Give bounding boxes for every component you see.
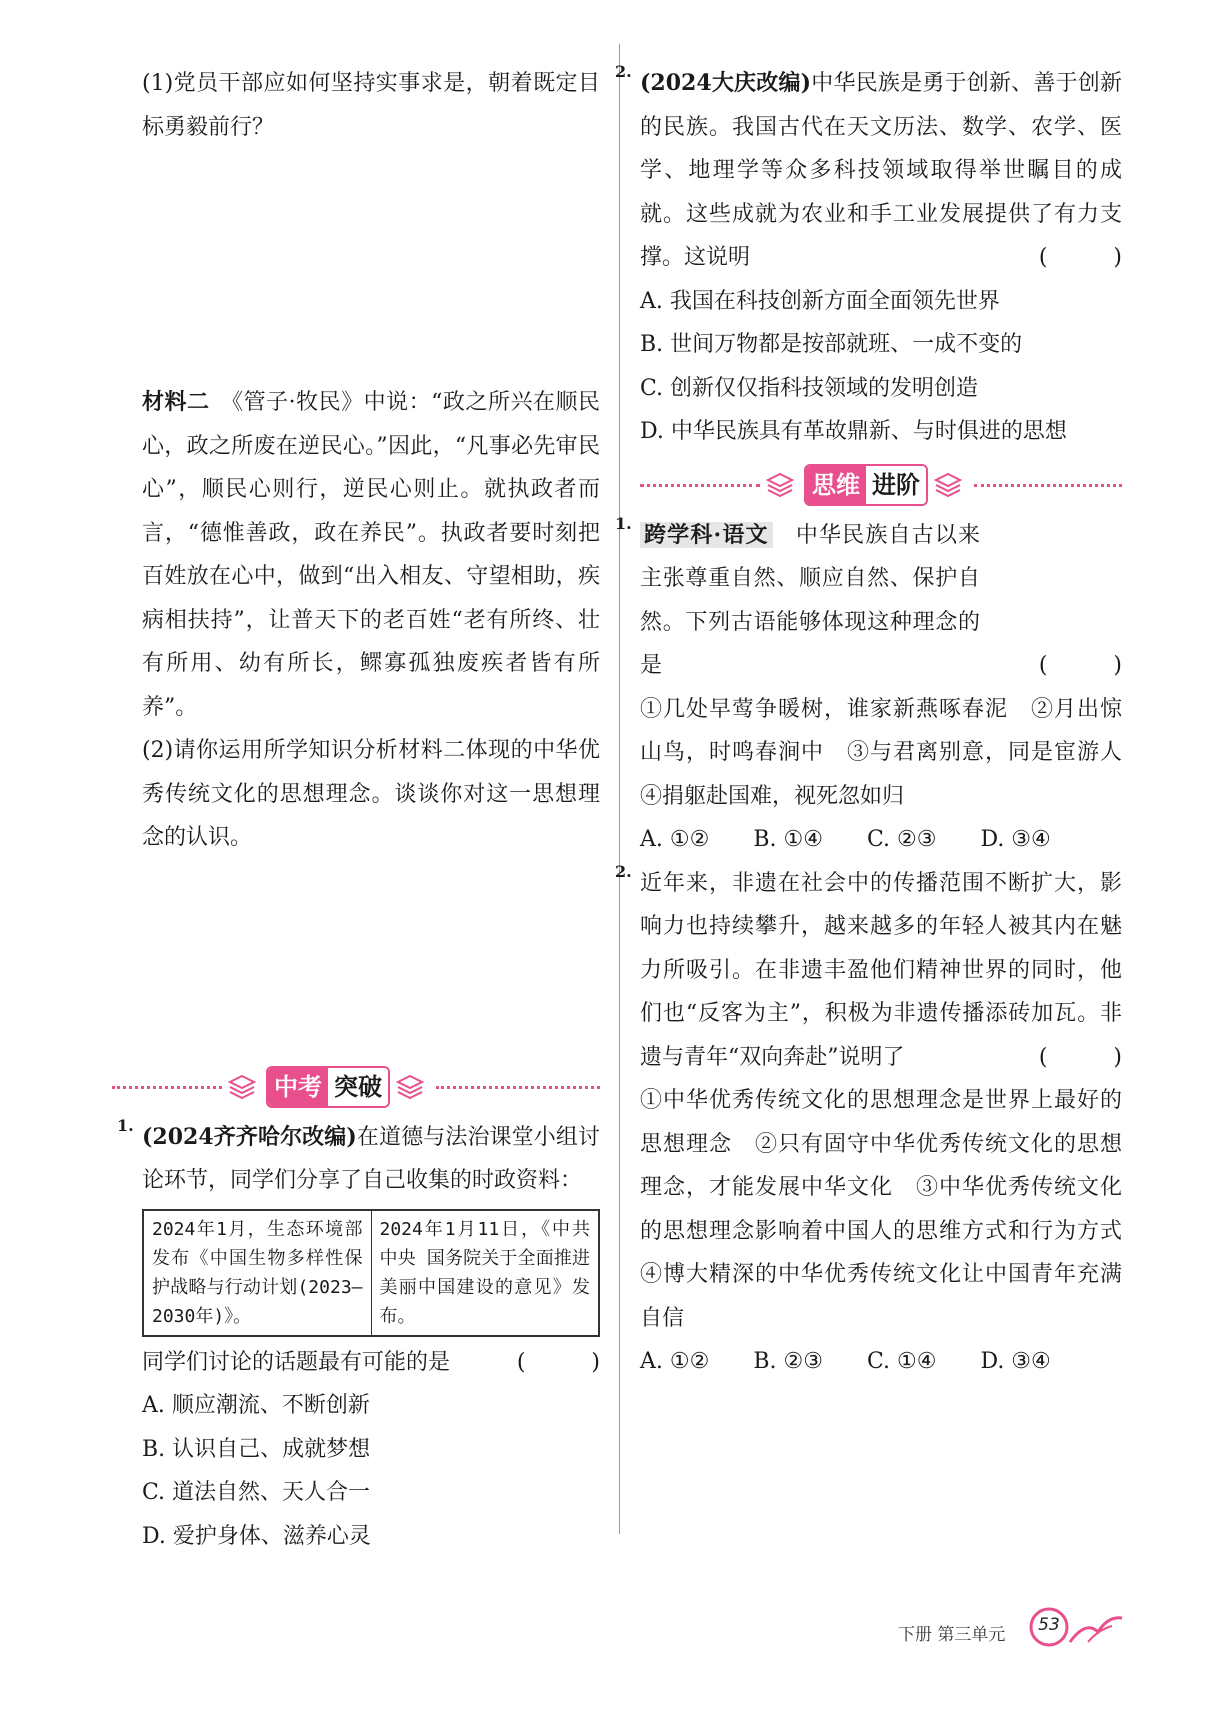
option-d: D. 爱护身体、滋养心灵 <box>142 1523 371 1549</box>
question-stem: 中华民族是勇于创新、善于创新的民族。我国古代在天文历法、数学、农学、医学、地理学等众多科技领域取得举世瞩目的成就。这些成就为农业和手工业发展提供了有力支撑。这说明 <box>640 71 1122 270</box>
layers-icon <box>228 1072 256 1100</box>
answer-paren: ( ) <box>516 1349 600 1375</box>
siwei-question-2 <box>615 861 1145 1384</box>
options-row <box>640 1340 1122 1384</box>
banner-part-b: 突破 <box>328 1068 388 1106</box>
material-2-text: 《管子·牧民》中说：“政之所兴在顺民心，政之所废在逆民心。”因此，“凡事必先审民心”，顺民心则行，逆民心则止。就执政者而言，“德惟善政，政在养民”。执政者要时刻把百姓放在心中，做到“出入相友、守望相助，疾病相扶持”，让普天下的老百姓“老有所终、壮有所用、幼有所长，鳏寡孤独废疾者皆有所养”。 <box>142 390 600 720</box>
question-number: 1. <box>615 513 632 533</box>
page-footer: 下册 第三单元 <box>898 1625 1006 1645</box>
question-number: 2. <box>615 861 632 881</box>
option-c: C. ①④ <box>866 1349 937 1374</box>
section-banner-zhongkao <box>142 1064 600 1110</box>
decorative-swoosh-icon <box>1068 1612 1124 1648</box>
option-c: C. ②③ <box>866 827 937 852</box>
zhongkao-question-1 <box>117 1115 600 1559</box>
news-cell-2: 2024年1月11日，《中共中央 国务院关于全面推进美丽中国建设的意见》发布。 <box>371 1210 599 1336</box>
layers-icon <box>934 470 962 498</box>
option-c: C. 道法自然、天人合一 <box>142 1480 371 1505</box>
option-b: B. ①④ <box>753 827 823 852</box>
question-items: ①中华优秀传统文化的思想理念是世界上最好的思想理念 ②只有固守中华优秀传统文化的思想理念，才能发展中华文化 ③中华优秀传统文化的思想理念影响着中国人的思维方式和行为方式 ④博大精深的中华优秀传统文化让中国青年充满自信 <box>640 1088 1145 1331</box>
right-column <box>615 62 1145 1384</box>
option-d: D. 中华民族具有革故鼎新、与时俱进的思想 <box>640 419 1067 444</box>
option-d: D. ③④ <box>980 1349 1051 1374</box>
option-b: B. ②③ <box>753 1349 823 1374</box>
banner-pill <box>266 1066 390 1108</box>
question-stem: 中华民族自古以来主张尊重自然、顺应自然、保护自然。下列古语能够体现这种理念的是 <box>640 522 980 678</box>
material-2-label: 材料二 <box>142 389 210 415</box>
layers-icon <box>396 1072 424 1100</box>
option-b: B. 认识自己、成就梦想 <box>142 1436 371 1462</box>
material-2 <box>142 381 600 729</box>
page-number: 53 <box>1038 1615 1060 1635</box>
question-number: 2. <box>615 62 632 81</box>
siwei-question-1 <box>615 513 1145 862</box>
question-items: ①几处早莺争暖树，谁家新燕啄春泥 ②月出惊山鸟，时鸣春涧中 ③与君离别意，同是宦游人 ④捐躯赴国难，视死忽如归 <box>640 696 1145 809</box>
news-cell-1: 2024年1月，生态环境部发布《中国生物多样性保护战略与行动计划(2023—2030年)》。 <box>143 1210 371 1336</box>
question-number: 1. <box>117 1115 134 1135</box>
left-column <box>117 62 600 1558</box>
layers-icon <box>766 470 794 498</box>
option-a: A. ①② <box>640 1349 710 1374</box>
option-b: B. 世间万物都是按部就班、一成不变的 <box>640 332 1023 357</box>
option-c: C. 创新仅仅指科技领域的发明创造 <box>640 375 979 401</box>
zhongkao-question-2 <box>615 62 1122 454</box>
section-banner-siwei <box>640 462 1122 508</box>
option-a: A. 我国在科技创新方面全面领先世界 <box>640 288 1000 314</box>
question-source: (2024齐齐哈尔改编) <box>142 1123 357 1150</box>
question-part-1: (1)党员干部应如何坚持实事求是，朝着既定目标勇毅前行？ <box>142 71 600 140</box>
question-stem: 在道德与法治课堂小组讨论环节，同学们分享了自己收集的时政资料： <box>142 1124 600 1193</box>
banner-pill <box>804 464 928 506</box>
options-row <box>640 818 1122 862</box>
answer-paren: ( ) <box>1038 1044 1122 1070</box>
question-part-2: (2)请你运用所学知识分析材料二体现的中华优秀传统文化的思想理念。谈谈你对这一思想理念的认识。 <box>142 738 600 850</box>
option-d: D. ③④ <box>980 827 1051 852</box>
banner-part-a: 思维 <box>806 466 866 504</box>
banner-part-a: 中考 <box>268 1068 328 1106</box>
banner-part-b: 进阶 <box>866 466 926 504</box>
option-a: A. 顺应潮流、不断创新 <box>142 1393 370 1418</box>
answer-paren: ( ) <box>1038 653 1122 678</box>
cross-subject-tag: 跨学科·语文 <box>640 522 773 548</box>
answer-paren: ( ) <box>1038 245 1122 270</box>
question-stem: 近年来，非遗在社会中的传播范围不断扩大，影响力也持续攀升，越来越多的年轻人被其内在魅力所吸引。在非遗丰盈他们精神世界的同时，他们也“反客为主”，积极为非遗传播添砖加瓦。非遗与青年“双向奔赴”说明了 <box>640 870 1122 1070</box>
question-ask: 同学们讨论的话题最有可能的是 <box>142 1349 451 1375</box>
news-table <box>142 1209 600 1337</box>
option-a: A. ①② <box>640 827 710 852</box>
question-source: (2024大庆改编) <box>640 70 812 96</box>
column-divider <box>619 44 620 1534</box>
